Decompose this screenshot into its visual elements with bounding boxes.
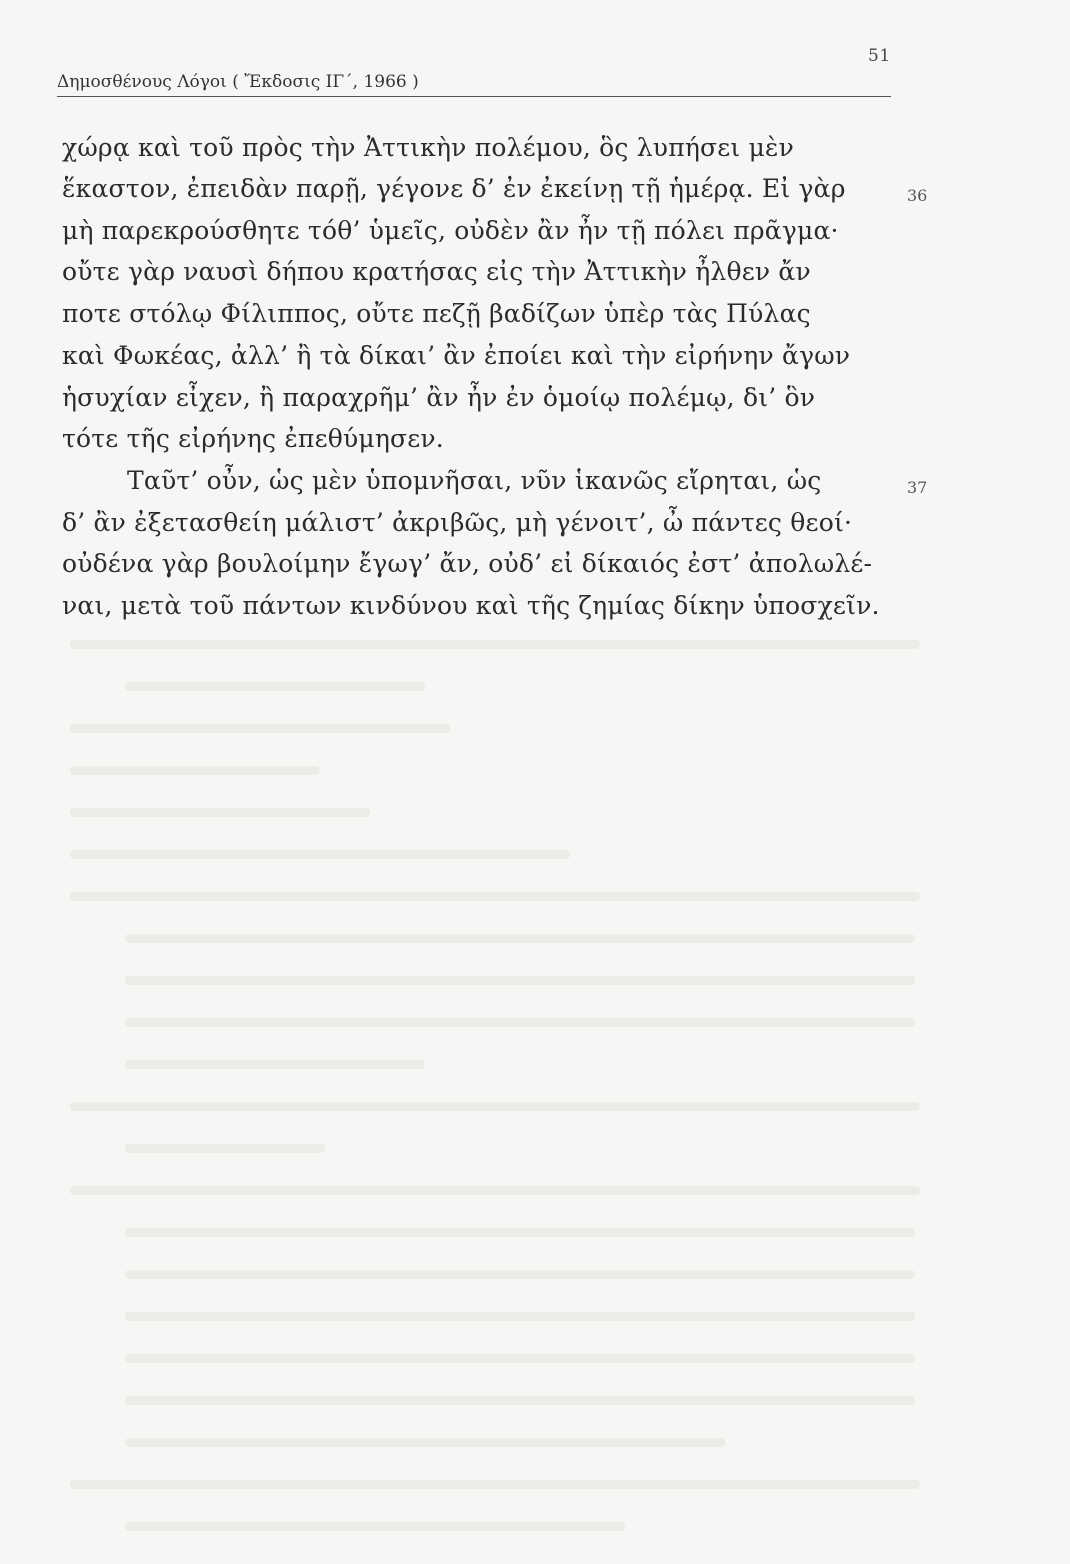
text-line: δ’ ἂν ἐξετασθείη μάλιστ’ ἀκριβῶς, μὴ γένοιτ’, ὦ πάντες θεοί· bbox=[62, 508, 853, 537]
text-line: μὴ παρεκρούσθητε τόθ’ ὑμεῖς, οὐδὲν ἂν ἦν τῇ πόλει πρᾶγμα· bbox=[62, 216, 839, 245]
section-number-37: 37 bbox=[907, 478, 928, 497]
text-line: ἡσυχίαν εἶχεν, ἢ παραχρῆμ’ ἂν ἦν ἐν ὁμοίῳ πολέμῳ, δι’ ὃν bbox=[62, 383, 816, 412]
ghost-show-through bbox=[70, 640, 930, 1564]
text-line: ποτε στόλῳ Φίλιππος, οὔτε πεζῇ βαδίζων ὑπὲρ τὰς Πύλας bbox=[62, 299, 811, 328]
text-line: οὐδένα γὰρ βουλοίμην ἔγωγ’ ἄν, οὐδ’ εἰ δίκαιός ἐστ’ ἀπολωλέ- bbox=[62, 549, 873, 578]
header-rule bbox=[57, 96, 891, 97]
text-line: χώρᾳ καὶ τοῦ πρὸς τὴν Ἀττικὴν πολέμου, ὃς λυπήσει μὲν bbox=[62, 133, 795, 162]
text-line: καὶ Φωκέας, ἀλλ’ ἢ τὰ δίκαι’ ἂν ἐποίει καὶ τὴν εἰρήνην ἄγων bbox=[62, 341, 851, 370]
text-line: ἕκαστον, ἐπειδὰν παρῇ, γέγονε δ’ ἐν ἐκείνῃ τῇ ἡμέρᾳ. Εἰ γὰρ bbox=[62, 174, 846, 203]
text-line: τότε τῆς εἰρήνης ἐπεθύμησεν. bbox=[62, 424, 444, 453]
text-line: οὔτε γὰρ ναυσὶ δήπου κρατήσας εἰς τὴν Ἀττικὴν ἦλθεν ἄν bbox=[62, 257, 811, 286]
running-head: Δημοσθένους Λόγοι ( Ἔκδοσις ΙΓ΄, 1966 ) bbox=[57, 72, 419, 92]
page-number: 51 bbox=[868, 46, 891, 66]
section-number-36: 36 bbox=[907, 186, 928, 205]
text-line: Ταῦτ’ οὖν, ὡς μὲν ὑπομνῆσαι, νῦν ἱκανῶς εἴρηται, ὡς bbox=[127, 466, 822, 495]
text-line: ναι, μετὰ τοῦ πάντων κινδύνου καὶ τῆς ζημίας δίκην ὑποσχεῖν. bbox=[62, 591, 880, 620]
